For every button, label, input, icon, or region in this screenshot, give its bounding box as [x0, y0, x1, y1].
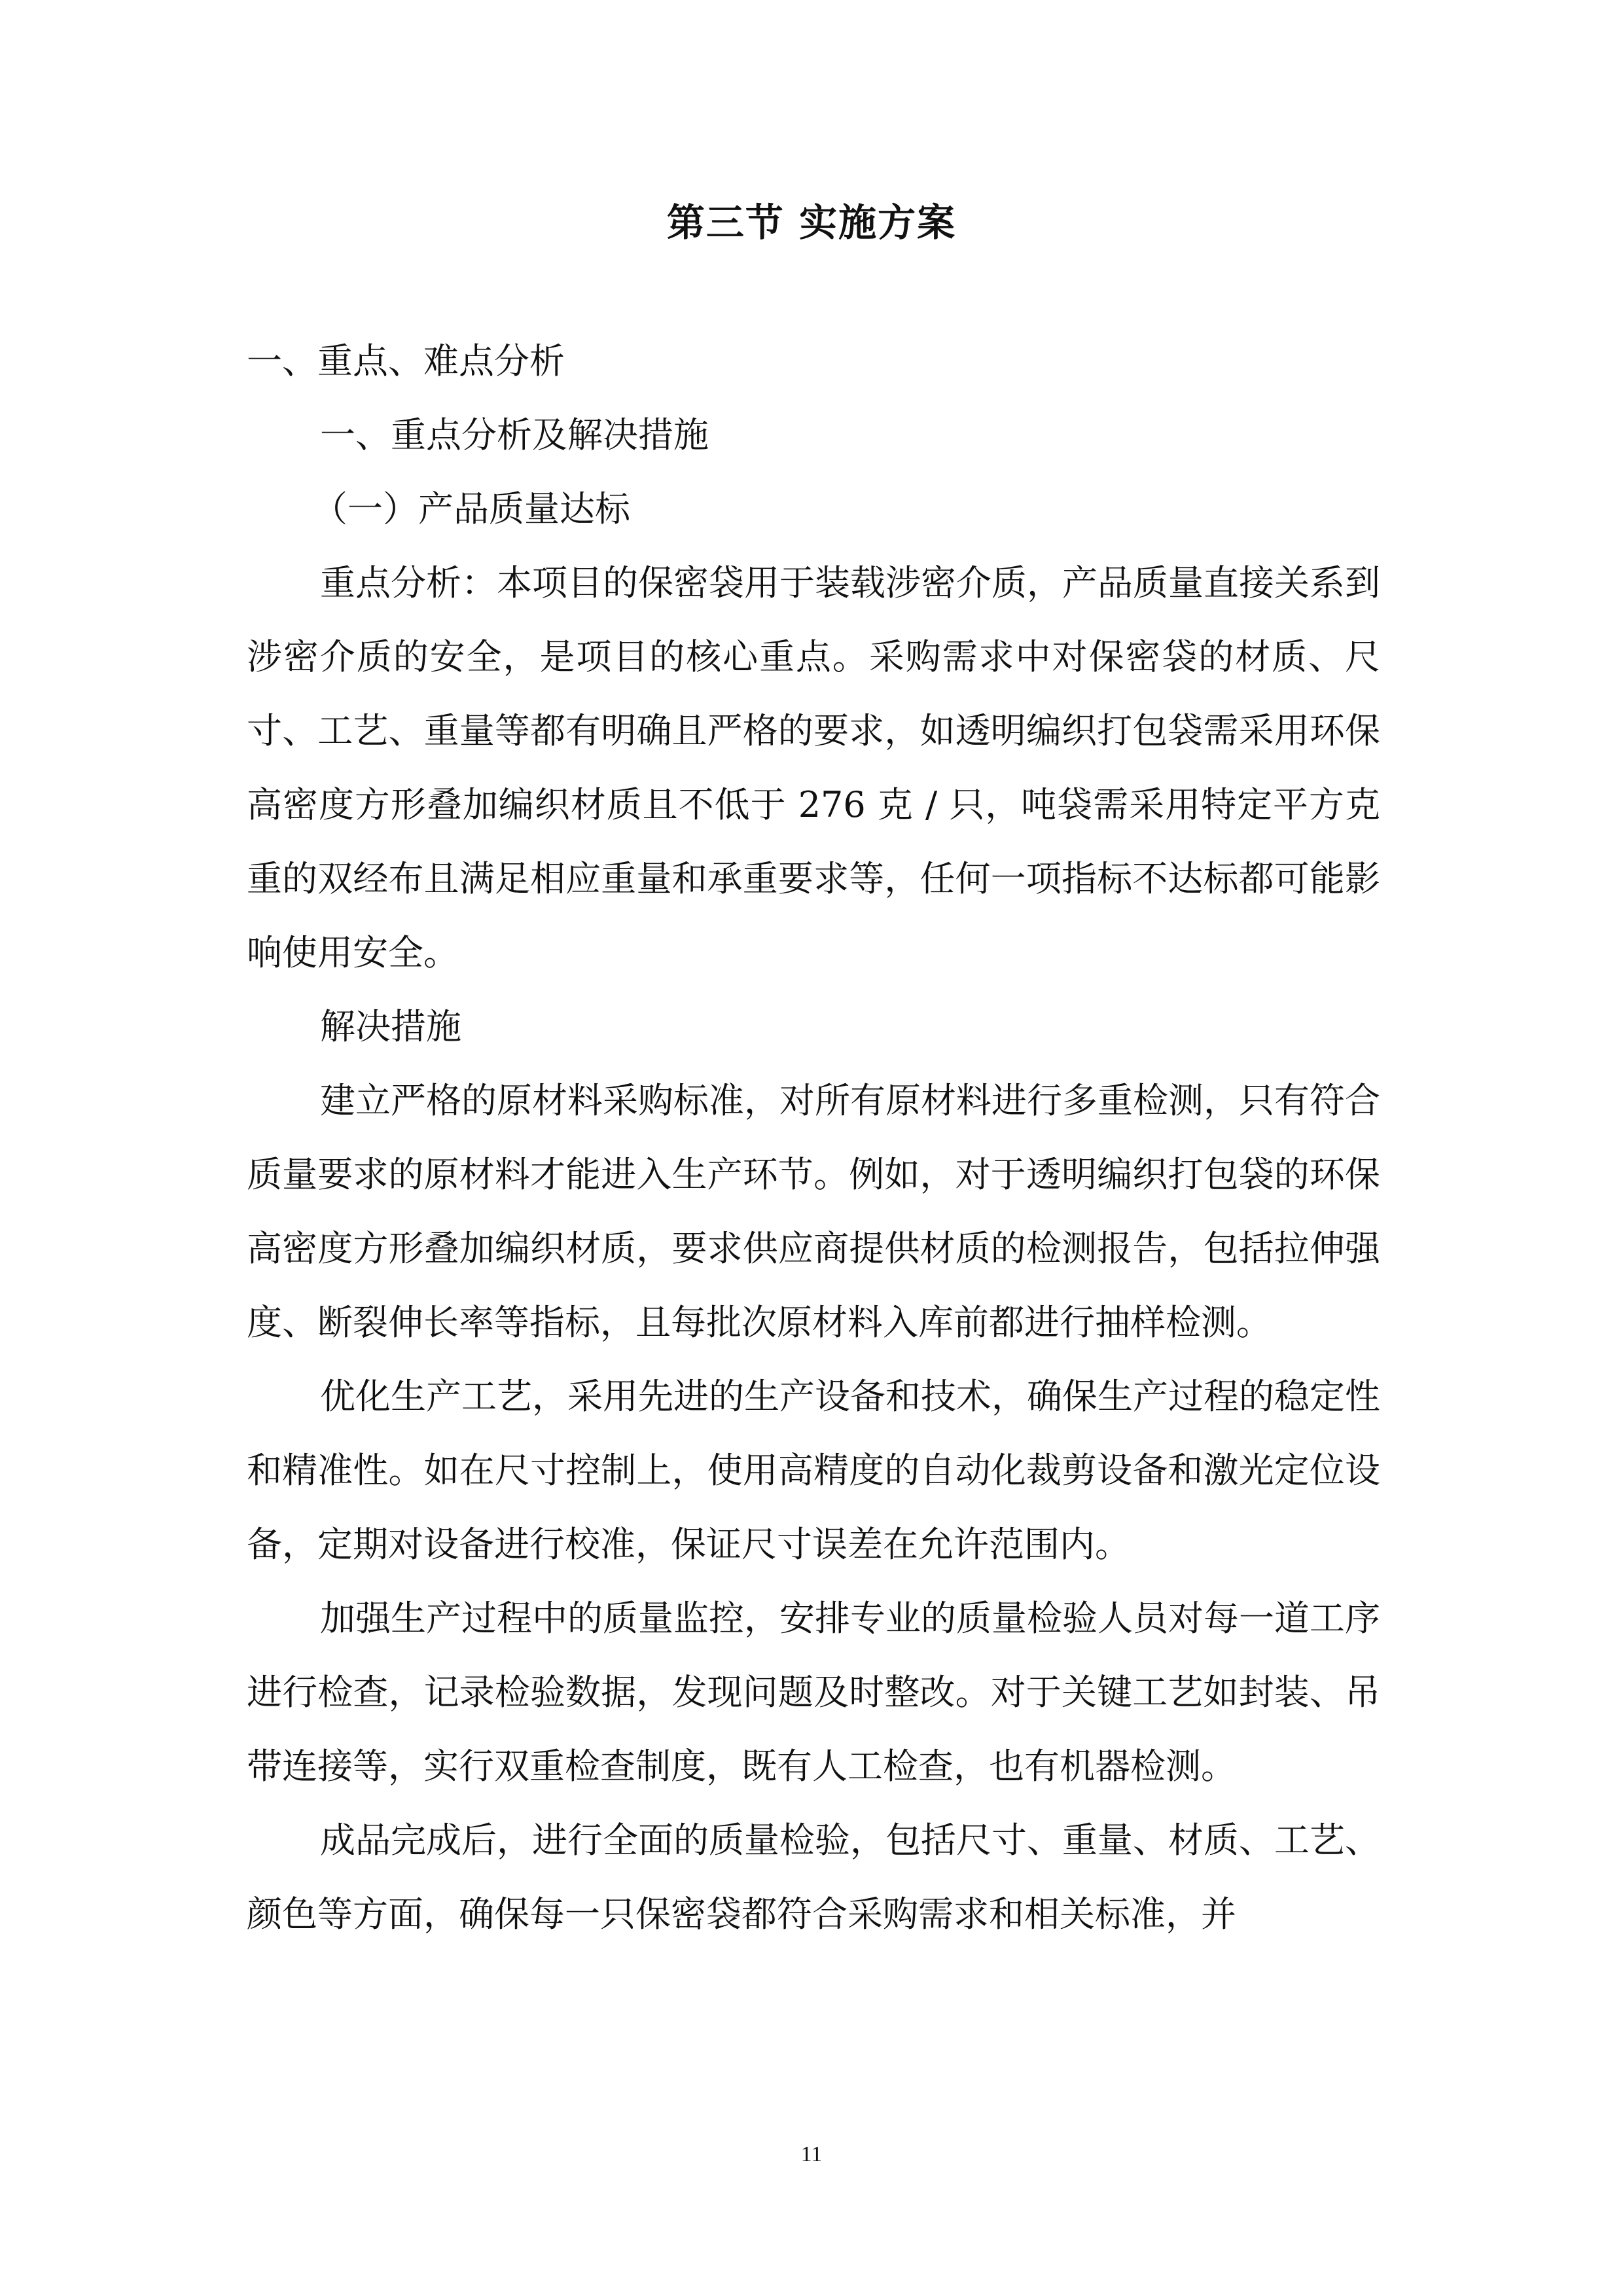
process-paragraph: 优化生产工艺，采用先进的生产设备和技术，确保生产过程的稳定性和精准性。如在尺寸控制上，使用高精度的自动化裁剪设备和激光定位设备，定期对设备进行校准，保证尺寸误差在允许范围内。: [247, 1376, 1380, 1565]
document-body: [247, 324, 1380, 1951]
page-number: 11: [800, 2142, 823, 2166]
heading-level-2: 一、重点分析及解决措施: [320, 414, 709, 456]
monitoring-paragraph: 加强生产过程中的质量监控，安排专业的质量检验人员对每一道工序进行检查，记录检验数据，发现问题及时整改。对于关键工艺如封装、吊带连接等，实行双重检查制度，既有人工检查，也有机器检测。: [247, 1598, 1380, 1787]
heading-level-1: 一、重点、难点分析: [247, 340, 565, 382]
key-analysis-paragraph: 重点分析：本项目的保密袋用于装载涉密介质，产品质量直接关系到涉密介质的安全，是项目的核心重点。采购需求中对保密袋的材质、尺寸、工艺、重量等都有明确且严格的要求，如透明编织打包袋需采用环保高密度方形叠加编织材质且不低于 276 克 / 只，吨袋需采用特定平方克重的双经布且满足相应重量和承重要求等，任何一项指标不达标都可能影响使用安全。: [247, 562, 1380, 973]
raw-materials-paragraph: 建立严格的原材料采购标准，对所有原材料进行多重检测，只有符合质量要求的原材料才能进入生产环节。例如，对于透明编织打包袋的环保高密度方形叠加编织材质，要求供应商提供材质的检测报告，包括拉伸强度、断裂伸长率等指标，且每批次原材料入库前都进行抽样检测。: [247, 1080, 1380, 1343]
section-title: 第三节 实施方案: [666, 200, 957, 245]
final-inspection-paragraph: 成品完成后，进行全面的质量检验，包括尺寸、重量、材质、工艺、颜色等方面，确保每一只保密袋都符合采购需求和相关标准，并: [247, 1820, 1380, 1935]
solutions-heading: 解决措施: [320, 1006, 461, 1047]
heading-level-3: （一）产品质量达标: [312, 488, 630, 529]
